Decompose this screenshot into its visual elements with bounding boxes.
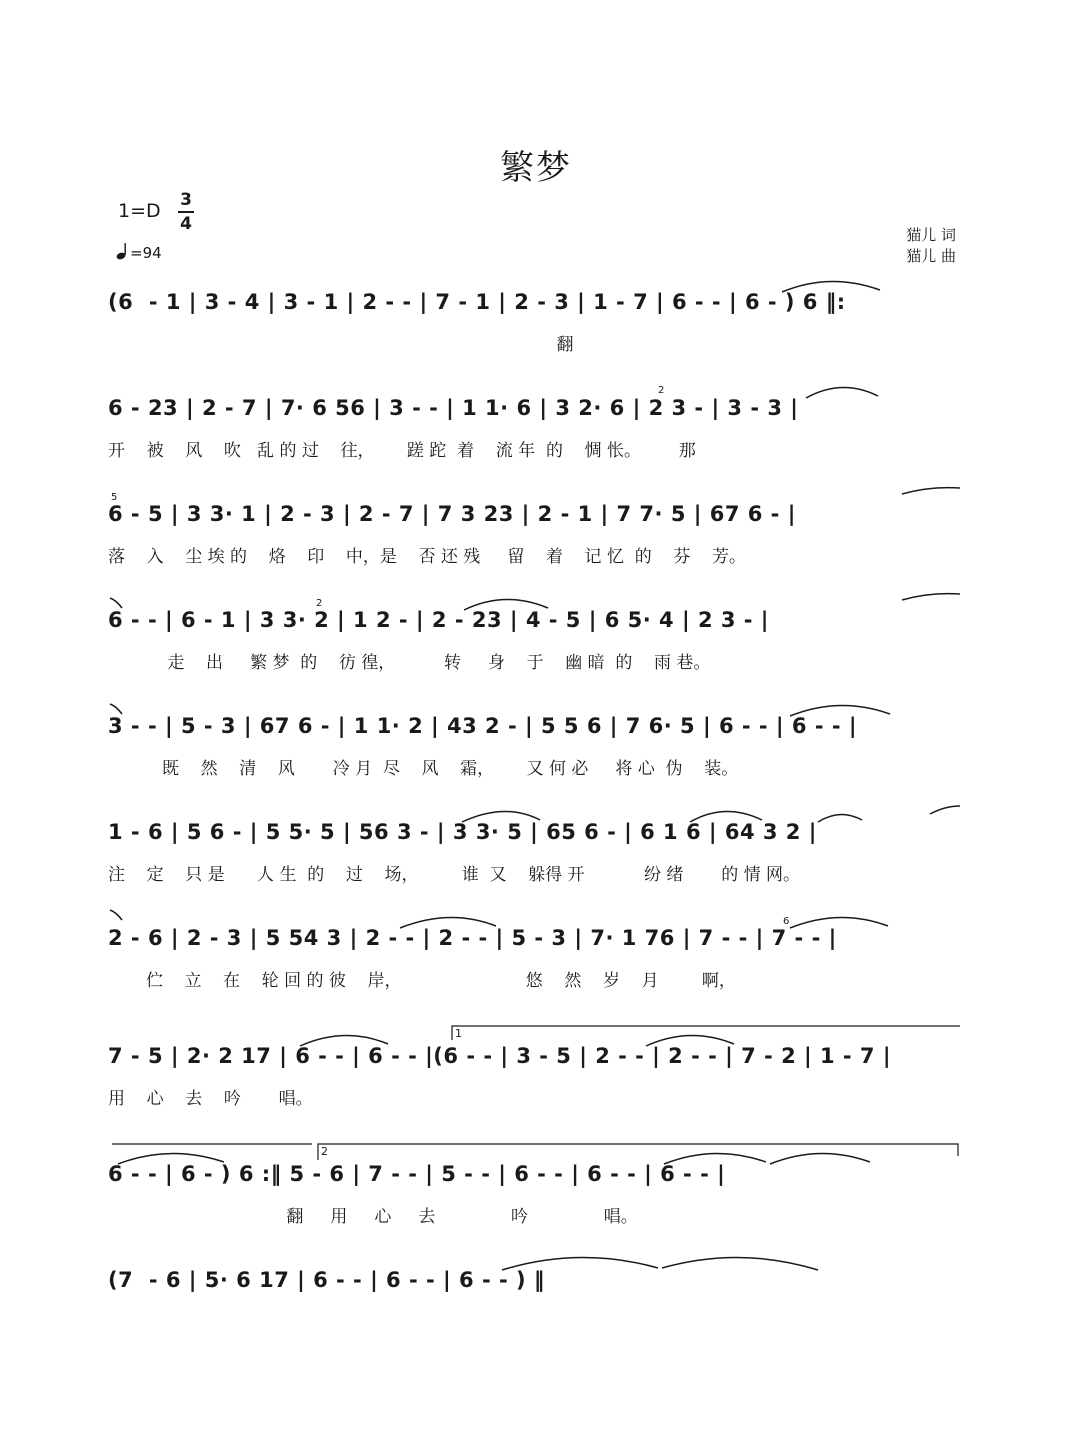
slur: [110, 910, 122, 920]
lyric-line-1: 翻: [108, 335, 574, 355]
score-line-2: 6 - 23 | 2 - 7 | 7· 6 56 | 3 - - | 1 1· 6 | 3 2· 6 | 2 3 - | 3 - 3 |: [108, 396, 799, 420]
tempo-marking: [116, 242, 162, 262]
lyric-line-7: 伫 立 在 轮 回 的 彼 岸， 悠 然 岁 月 啊，: [108, 971, 736, 991]
slur: [930, 806, 960, 814]
slur: [902, 488, 960, 494]
score-line-8: 7 - 5 | 2· 2 17 | 6 - - | 6 - - |(6 - - | 3 - 5 | 2 - - | 2 - - | 7 - 2 | 1 - 7 |: [108, 1044, 892, 1068]
tempo-value: =94: [130, 244, 162, 262]
grace-mark: 6: [783, 916, 790, 927]
volta-number-1: 1: [455, 1027, 462, 1040]
lyricist-credit: 猫儿 词: [906, 226, 956, 244]
time-signature-top: 3: [180, 190, 192, 210]
quarter-note-icon: [116, 242, 128, 260]
grace-mark: 5: [111, 492, 118, 503]
grace-mark: 2: [316, 598, 323, 609]
lyric-line-6: 注 定 只 是 人 生 的 过 场， 谁 又 躲得 开 纷 绪 的 情 网。: [108, 865, 801, 885]
key-signature: 1=D: [118, 200, 161, 222]
lyric-line-3: 落 入 尘 埃 的 烙 印 中，是 否 还 残 留 着 记 忆 的 芬 芳。: [108, 547, 746, 567]
slur: [110, 704, 122, 714]
volta-bracket-1: [452, 1026, 960, 1040]
score-line-7: 2 - 6 | 2 - 3 | 5 54 3 | 2 - - | 2 - - | 5 - 3 | 7· 1 76 | 7 - - | 7 - - |: [108, 926, 837, 950]
time-signature-bar: [178, 211, 194, 213]
lyric-line-2: 开 被 风 吹 乱 的 过 往， 蹉 跎 着 流 年 的 惆 怅。 那: [108, 441, 696, 461]
lyric-line-8: 用 心 去 吟 唱。: [108, 1089, 313, 1109]
volta-number-2: 2: [321, 1145, 328, 1158]
score-line-4: 6 - - | 6 - 1 | 3 3· 2 | 1 2 - | 2 - 23 | 4 - 5 | 6 5· 4 | 2 3 - |: [108, 608, 769, 632]
score-line-6: 1 - 6 | 5 6 - | 5 5· 5 | 56 3 - | 3 3· 5 | 65 6 - | 6 1 6 | 64 3 2 |: [108, 820, 817, 844]
volta-bracket-2: [318, 1144, 958, 1160]
lyric-line-5: 既 然 清 风 冷 月 尽 风 霜， 又 何 必 将 心 伪 装。: [108, 759, 739, 779]
time-signature-bottom: 4: [180, 214, 192, 234]
lyric-line-4: 走 出 繁 梦 的 彷 徨， 转 身 于 幽 暗 的 雨 巷。: [108, 653, 711, 673]
score-line-5: 3 - - | 5 - 3 | 67 6 - | 1 1· 2 | 43 2 - | 5 5 6 | 7 6· 5 | 6 - - | 6 - - |: [108, 714, 858, 738]
lyric-line-9: 翻 用 心 去 吟 唱。: [108, 1207, 638, 1227]
grace-mark: 2: [658, 385, 665, 396]
score-line-3: 6 - 5 | 3 3· 1 | 2 - 3 | 2 - 7 | 7 3 23 | 2 - 1 | 7 7· 5 | 67 6 - |: [108, 502, 796, 526]
composer-credit: 猫儿 曲: [906, 247, 956, 265]
score-line-1: (6 - 1 | 3 - 4 | 3 - 1 | 2 - - | 7 - 1 | 2 - 3 | 1 - 7 | 6 - - | 6 - ) 6 ‖:: [108, 290, 846, 314]
score-line-9: 6 - - | 6 - ) 6 :‖ 5 - 6 | 7 - - | 5 - - | 6 - - | 6 - - | 6 - - |: [108, 1162, 726, 1186]
score-line-10: (7 - 6 | 5· 6 17 | 6 - - | 6 - - | 6 - - ) ‖: [108, 1268, 545, 1292]
time-signature: [176, 190, 196, 234]
song-title: 繁梦: [500, 148, 572, 188]
slur: [110, 598, 122, 608]
slur: [902, 594, 960, 600]
